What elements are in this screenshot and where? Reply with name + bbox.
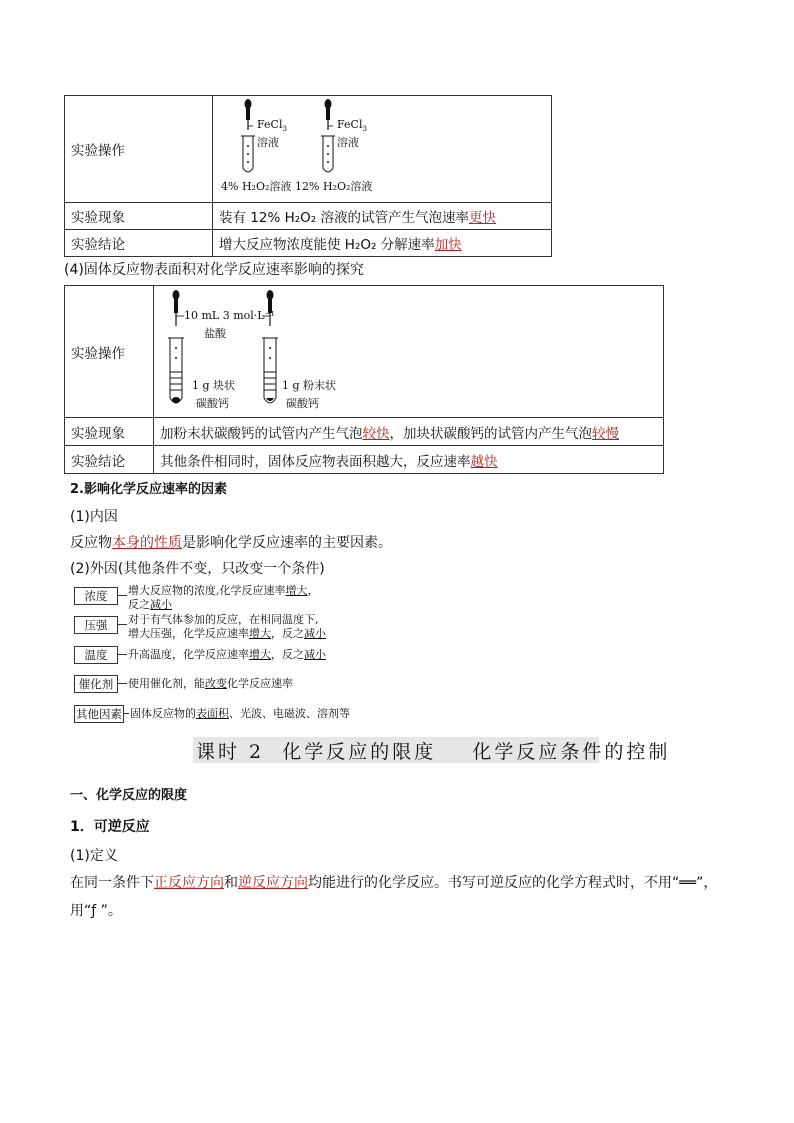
dropper-left-icon [245,99,252,130]
conclusion-text: 增大反应物浓度能使 H₂O₂ 分解速率 [219,237,435,253]
conclusion2-text: 其他条件相同时，固体反应物表面积越大，反应速率 [160,453,471,470]
phenomenon-key: 更快 [468,210,496,226]
section4-title: (4)固体反应物表面积对化学反应速率影响的探究 [64,262,364,278]
caption-right: 12% H₂O₂溶液 [295,180,373,193]
factors-heading: 2.影响化学反应速率的因素 [70,482,227,497]
arrow-concentration [117,595,127,596]
section1-heading: 一、化学反应的限度 [70,788,188,803]
factor-box-temperature: 温度 [74,646,118,664]
phenomenon-label: 实验现象 [71,210,125,226]
subsection1-heading: 1．可逆反应 [70,819,150,835]
definition-line-2: 用“ƒ ”。 [70,903,122,919]
factor-box-catalyst: 催化剂 [74,675,118,693]
phen-b-key: 较慢 [592,425,619,442]
solid-left-2: 碳酸钙 [196,397,229,410]
phenomenon-label-cell [65,203,213,230]
internal-line: 反应物本身的性质是影响化学反应速率的主要因素。 [70,535,392,551]
test-tube-left-icon [241,136,255,172]
internal-heading: (1)内因 [70,509,118,525]
test-tube-lump-icon [168,338,184,403]
factor-text-pressure-1: 对于有气体参加的反应，在相同温度下, [128,613,319,626]
marble-tubes-figure [158,286,358,416]
conclusion-cell [213,230,552,257]
phen-a-key: 较快 [362,425,390,442]
phenomenon-text: 装有 12% H₂O₂ 溶液的试管产生气泡速率 [219,210,469,226]
op2-figure-cell [154,286,664,418]
def-key-forward: 正反应方向 [154,875,224,891]
op2-label: 实验操作 [71,345,125,362]
conclusion2-cell [154,446,664,474]
conclusion-label: 实验结论 [71,237,125,253]
definition-heading: (1)定义 [70,848,118,864]
solid-right: 1 g 粉末状 [282,379,337,392]
test-tube-powder-icon [262,338,278,403]
phenomenon2-cell [154,418,664,446]
internal-key: 本身的性质 [112,535,182,551]
phen-a: 加粉末状碳酸钙的试管内产生气泡 [160,425,363,442]
op-label: 实验操作 [71,143,125,159]
solid-left: 1 g 块状 [192,379,236,392]
def-key-reverse: 逆反应方向 [238,875,308,891]
solid-right-2: 碳酸钙 [286,397,319,410]
phen-b: ，加块状碳酸钙的试管内产生气泡 [389,425,592,442]
acid-name: 盐酸 [204,327,226,340]
phenomenon2-label-cell [65,418,154,446]
external-heading: (2)外因(其他条件不变，只改变一个条件) [70,561,325,577]
arrow-catalyst [117,683,127,684]
phenomenon-cell [213,203,552,230]
acid-label: 10 mL 3 mol·L⁻¹ [184,309,275,322]
test-tube-right-icon [321,136,335,172]
conclusion2-key: 越快 [470,453,498,470]
factor-text-catalyst: 使用催化剂，能改变化学反应速率 [128,677,293,690]
op2-label-cell [65,286,154,418]
phenomenon2-label: 实验现象 [71,425,125,442]
conclusion-key: 加快 [434,237,462,253]
factor-text-concentration-1: 增大反应物的浓度,化学反应速率增大， [128,584,319,597]
solution-left: 溶液 [257,136,279,149]
caption-left: 4% H₂O₂溶液 [221,180,292,193]
dropper-acid-left-icon [173,290,180,326]
op-figure-cell [213,96,552,203]
experiment-table-concentration [64,95,552,257]
solution-right: 溶液 [337,136,359,149]
factor-box-other: 其他因素 [76,707,122,721]
arrow-other [123,713,129,714]
reagent-left: FeCl$_3$ [257,118,287,134]
factor-text-pressure-2: 增大压强，化学反应速率增大，反之减小 [128,627,326,640]
conclusion2-label: 实验结论 [71,453,125,470]
conclusion-label-cell [65,230,213,257]
lesson-title: 课时 2 化学反应的限度 化学反应条件的控制 [196,741,671,763]
op-label-cell [65,96,213,203]
factor-text-temperature: 升高温度，化学反应速率增大，反之减小 [128,648,326,661]
conclusion2-label-cell [65,446,154,474]
dropper-right-icon [325,99,332,130]
arrow-temperature [117,654,127,655]
reagent-right: FeCl$_3$ [337,118,367,134]
definition-line-1: 在同一条件下正反应方向和逆反应方向均能进行的化学反应。书写可逆反应的化学方程式时，不用“══”， [70,875,718,891]
factor-text-other: 固体反应物的表面积、光波、电磁波、溶剂等 [130,707,350,720]
factor-box-concentration: 浓度 [74,587,118,605]
factor-text-concentration-2: 反之减小 [128,598,172,611]
arrow-pressure [117,624,127,625]
factor-box-pressure: 压强 [74,616,118,634]
experiment-table-surface-area [64,285,664,474]
